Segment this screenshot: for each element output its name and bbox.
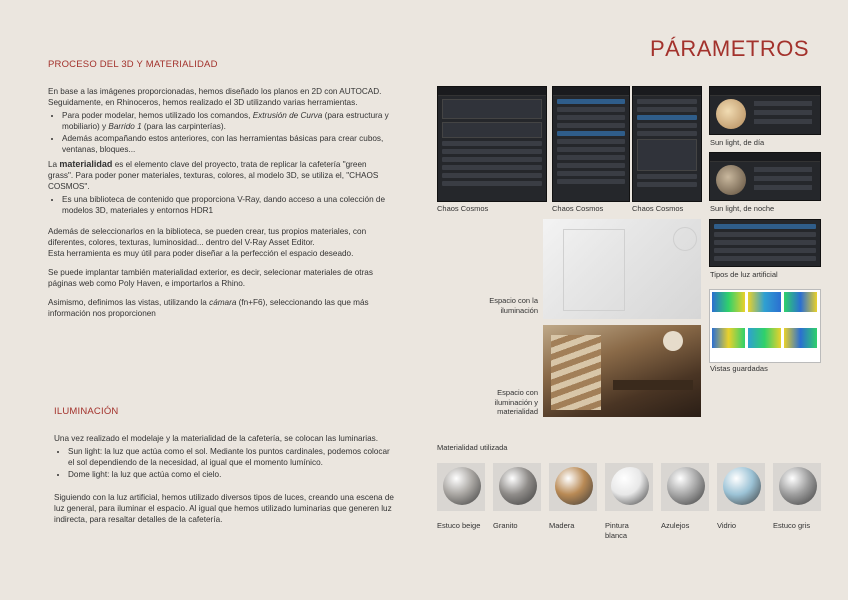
iluminacion-heading: ILUMINACIÓN (54, 406, 119, 417)
caption-materialidad: Materialidad utilizada (437, 443, 508, 452)
material-label-estuco-beige: Estuco beige (437, 521, 481, 530)
proceso-heading: PROCESO DEL 3D Y MATERIALIDAD (48, 59, 218, 70)
sun-light-day-panel (709, 86, 821, 135)
material-sphere (779, 467, 817, 505)
iluminacion-p2: Siguiendo con la luz artificial, hemos utilizado diversos tipos de luces, creando una escena de luz general, para iluminar el espacio. Al igual que hemos utilizado luminarias que generen luz indirecta, para resaltar detalles de la cafetería. (54, 493, 394, 524)
page-title: PÁRAMETROS (650, 36, 810, 61)
caption-sun-dia: Sun light, de día (710, 138, 765, 147)
material-swatch-madera (549, 463, 597, 511)
material-swatch-estuco-beige (437, 463, 485, 511)
proceso-p1-line2: Seguidamente, en Rhinoceros, hemos realizado el 3D utilizando varias herramientas. (48, 98, 358, 107)
caption-sun-noche: Sun light, de noche (710, 204, 775, 213)
material-label-vidrio: Vidrio (717, 521, 737, 530)
render-materialidad (543, 325, 701, 417)
proceso-bullet-1: • Para poder modelar, hemos utilizado los comandos, Extrusión de Curva (para estructura y mobiliario) y Barrido 1 (para las carpinterías). (62, 110, 393, 132)
proceso-bullet-3: • Es una biblioteca de contenido que proporciona V-Ray, dando acceso a una colección de modelos 3D, materiales y entornos HDR1 (62, 194, 393, 216)
proceso-materialidad: La materialidad es el elemento clave del proyecto, trata de replicar la cafetería "green grass". Para poder poner materiales, texturas, colores, al modelo 3D, se utiliza el, "CHAOS COSMOS". (48, 159, 379, 191)
material-swatch-granito (493, 463, 541, 511)
material-sphere (555, 467, 593, 505)
material-label-pintura-blanca: Pintura blanca (605, 521, 629, 540)
proceso-p1-line1: En base a las imágenes proporcionadas, hemos diseñado los planos en 2D con AUTOCAD. (48, 87, 382, 96)
material-sphere (611, 467, 649, 505)
material-swatch-vidrio (717, 463, 765, 511)
vistas-guardadas-grid (709, 289, 821, 363)
material-swatch-pintura-blanca (605, 463, 653, 511)
iluminacion-text (54, 433, 394, 533)
iluminacion-bullet-1: • Sun light: la luz que actúa como el sol. Mediante los puntos cardinales, podemos colocar el sol dependiendo de la necesidad, al igual que el momento lumínico. (68, 446, 394, 468)
iluminacion-bullet-2: • Dome light: la luz que actúa como el cielo. (68, 469, 394, 480)
material-sphere (723, 467, 761, 505)
material-label-madera: Madera (549, 521, 575, 530)
proceso-bullet-2: • Además acompañando estos anteriores, con las herramientas básicas para crear cubos, ventanas, bloques... (62, 133, 393, 155)
chaos-cosmos-screenshot-3 (632, 86, 702, 202)
caption-chaos-1: Chaos Cosmos (437, 204, 489, 213)
caption-tipos-luz: Tipos de luz artificial (710, 270, 778, 279)
caption-vistas: Vistas guardadas (710, 364, 768, 373)
render-iluminacion (543, 219, 701, 319)
caption-chaos-3: Chaos Cosmos (632, 204, 684, 213)
proceso-p3-line1: Además de seleccionarlos en la biblioteca, se pueden crear, tus propios materiales, con diferentes, colores, texturas, luminosidad... dentro del V-Ray Asset Editor. (48, 227, 367, 247)
proceso-p5: Asimismo, definimos las vistas, utilizando la cámara (fn+F6), seleccionando las que más información nos proporcionen (48, 298, 369, 318)
material-label-granito: Granito (493, 521, 518, 530)
proceso-p4: Se puede implantar también materialidad exterior, es decir, selecionar materiales de otras páginas web como Poly Haven, e importarlos a Rhino. (48, 268, 373, 288)
caption-espacio-luz: Espacio con la iluminación (489, 296, 538, 315)
caption-espacio-mat: Espacio con iluminación y materialidad (494, 388, 538, 416)
caption-chaos-2: Chaos Cosmos (552, 204, 604, 213)
chaos-cosmos-screenshot-1 (437, 86, 547, 202)
chaos-cosmos-screenshot-2 (552, 86, 630, 202)
material-label-estuco-gris: Estuco gris (773, 521, 811, 530)
tipos-luz-panel (709, 219, 821, 267)
material-sphere (443, 467, 481, 505)
iluminacion-p1: Una vez realizado el modelaje y la materialidad de la cafetería, se colocan las luminarias. (54, 434, 379, 443)
proceso-p3-line2: Esta herramienta es muy útil para poder diseñar a la perfección el espacio deseado. (48, 249, 354, 258)
material-swatch-estuco-gris (773, 463, 821, 511)
material-sphere (499, 467, 537, 505)
proceso-text (48, 86, 393, 327)
material-label-azulejos: Azulejos (661, 521, 690, 530)
material-sphere (667, 467, 705, 505)
sun-light-night-panel (709, 152, 821, 201)
material-swatch-azulejos (661, 463, 709, 511)
